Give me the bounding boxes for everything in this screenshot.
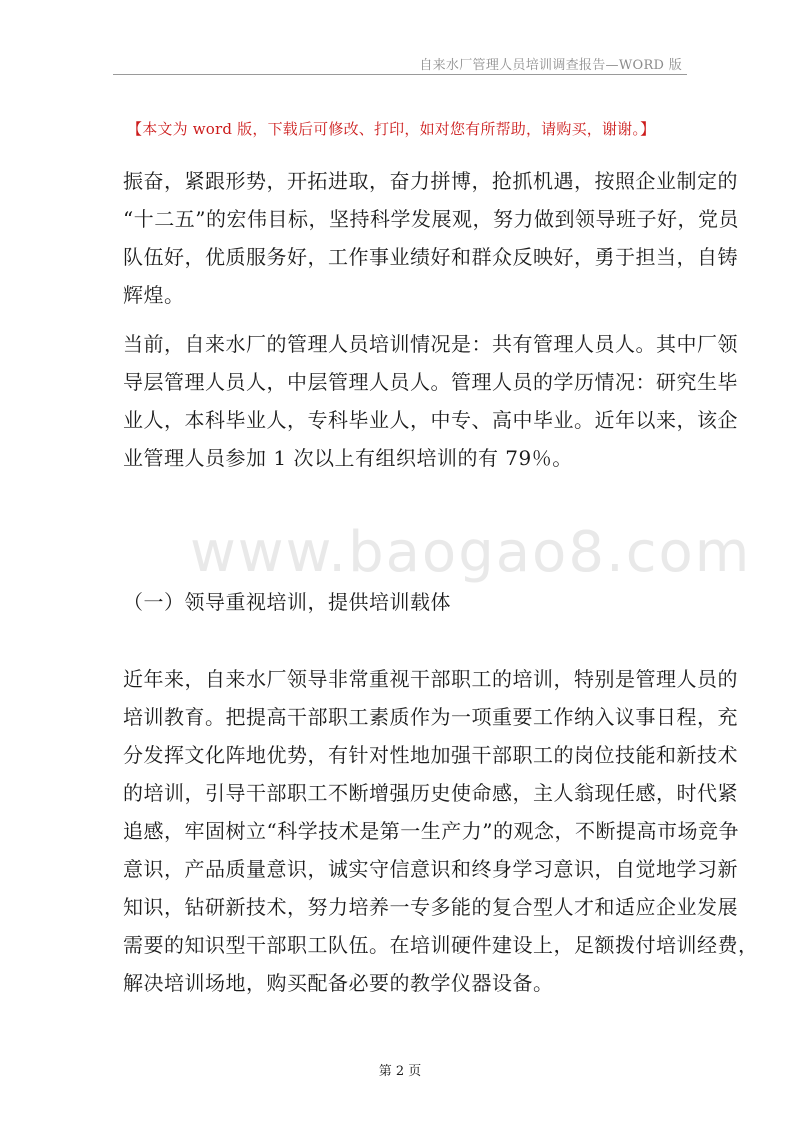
text-line: 队伍好，优质服务好，工作事业绩好和群众反映好，勇于担当，自铸 <box>123 245 738 269</box>
page-number: 第 2 页 <box>378 1064 422 1079</box>
text-line: 培训教育。把提高干部职工素质作为一项重要工作纳入议事日程，充 <box>123 705 738 729</box>
text-line: 需要的知识型干部职工队伍。在培训硬件建设上，足额拨付培训经费， <box>123 933 759 957</box>
text-line: 的培训，引导干部职工不断增强历史使命感，主人翁现任感，时代紧 <box>123 781 738 805</box>
section-heading <box>123 583 683 621</box>
download-notice: 【本文为 word 版，下载后可修改、打印，如对您有所帮助，请购买，谢谢。】 <box>127 120 656 138</box>
text-line: 振奋，紧跟形势，开拓进取，奋力拼博，抢抓机遇，按照企业制定的 <box>123 169 738 193</box>
paragraph <box>123 162 739 314</box>
text-line: “十二五”的宏伟目标，坚持科学发展观，努力做到领导班子好，党员 <box>123 207 739 231</box>
page-header-title: 自来水厂管理人员培训调查报告—WORD 版 <box>419 58 682 73</box>
text-line: 追感，牢固树立“科学技术是第一生产力”的观念，不断提高市场竞争 <box>123 819 739 843</box>
text-line: 解决培训场地，购买配备必要的教学仪器设备。 <box>123 971 554 995</box>
header-divider <box>113 74 687 75</box>
paragraph <box>123 660 759 1002</box>
text-line: 当前，自来水厂的管理人员培训情况是：共有管理人员人。其中厂领 <box>123 332 738 356</box>
text-line: 意识，产品质量意识，诚实守信意识和终身学习意识，自觉地学习新 <box>123 857 738 881</box>
text-line: 业人，本科毕业人，专科毕业人，中专、高中毕业。近年以来，该企 <box>123 408 738 432</box>
text-line: 知识，钻研新技术，努力培养一专多能的复合型人才和适应企业发展 <box>123 895 738 919</box>
text-line: 分发挥文化阵地优势，有针对性地加强干部职工的岗位技能和新技术 <box>123 743 738 767</box>
text-line: 近年来，自来水厂领导非常重视干部职工的培训，特别是管理人员的 <box>123 667 738 691</box>
text-line: 业管理人员参加 1 次以上有组织培训的有 79％。 <box>123 446 573 470</box>
paragraph <box>123 325 738 477</box>
text-line: 辉煌。 <box>123 283 185 307</box>
watermark: www.baogao8.com <box>190 520 752 585</box>
text-line: （一）领导重视培训，提供培训载体 <box>123 590 451 614</box>
text-line: 导层管理人员人，中层管理人员人。管理人员的学历情况：研究生毕 <box>123 370 738 394</box>
